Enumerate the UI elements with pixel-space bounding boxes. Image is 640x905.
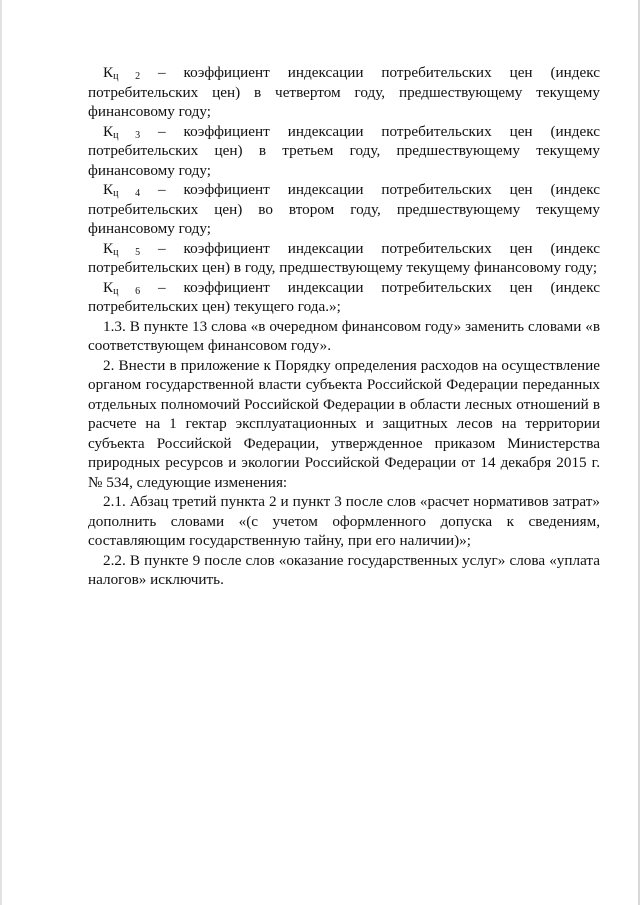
coefficient-description: – коэффициент индексации потребительских цен (индекс потребительских цен) в году, предшествующему текущему финансовому году; (88, 239, 600, 276)
coefficient-subscript: ц 3 (113, 129, 141, 141)
paragraph-2: 2. Внести в приложение к Порядку определения расходов на осуществление органом государственной власти субъекта Российской Федерации переданных отдельных полномочий Российской Федерации в области лесных отношений в расчете на 1 гектар эксплуатационных и защитных лесов на территории субъекта Российской Федерации, утвержденное приказом Министерства природных ресурсов и экологии Российской Федерации от 14 декабря 2015 г. № 534, следующие изменения: (88, 356, 600, 491)
document-body (88, 63, 600, 590)
coefficient-symbol: К (103, 64, 114, 81)
coefficient-symbol: К (103, 122, 114, 140)
coefficient-definition-k5 (88, 239, 600, 278)
paragraph-2-2: 2.2. В пункте 9 после слов «оказание государственных услуг» слова «уплата налогов» исключить. (88, 551, 600, 588)
coefficient-symbol: К (103, 278, 114, 296)
coefficient-description: – коэффициент индексации потребительских цен (индекс потребительских цен) в четвертом году, предшествующему текущему финансовому году; (88, 64, 600, 120)
coefficient-description: – коэффициент индексации потребительских цен (индекс потребительских цен) в третьем году, предшествующему текущему финансовому году; (88, 122, 600, 179)
coefficient-symbol: К (103, 181, 114, 198)
coefficient-subscript: ц 4 (113, 188, 141, 199)
coefficient-description: – коэффициент индексации потребительских цен (индекс потребительских цен) текущего года.»; (88, 278, 600, 315)
scan-edge-left (0, 0, 2, 905)
coefficient-definition-k2 (88, 63, 600, 122)
coefficient-description: – коэффициент индексации потребительских цен (индекс потребительских цен) во втором году, предшествующему текущему финансовому году; (88, 181, 600, 237)
coefficient-subscript: ц 6 (113, 285, 141, 297)
paragraph-1-3: 1.3. В пункте 13 слова «в очередном финансовом году» заменить словами «в соответствующем финансовом году». (88, 317, 600, 354)
paragraph-2-1: 2.1. Абзац третий пункта 2 и пункт 3 после слов «расчет нормативов затрат» дополнить словами «(с учетом оформленного допуска к сведениям, составляющим государственную тайну, при его наличии)»; (88, 493, 600, 549)
coefficient-definition-k4 (88, 180, 600, 239)
coefficient-subscript: ц 5 (113, 246, 141, 258)
coefficient-definition-k3 (88, 122, 600, 181)
coefficient-symbol: К (103, 239, 114, 257)
coefficient-definition-k6 (88, 278, 600, 317)
coefficient-subscript: ц 2 (113, 71, 141, 82)
